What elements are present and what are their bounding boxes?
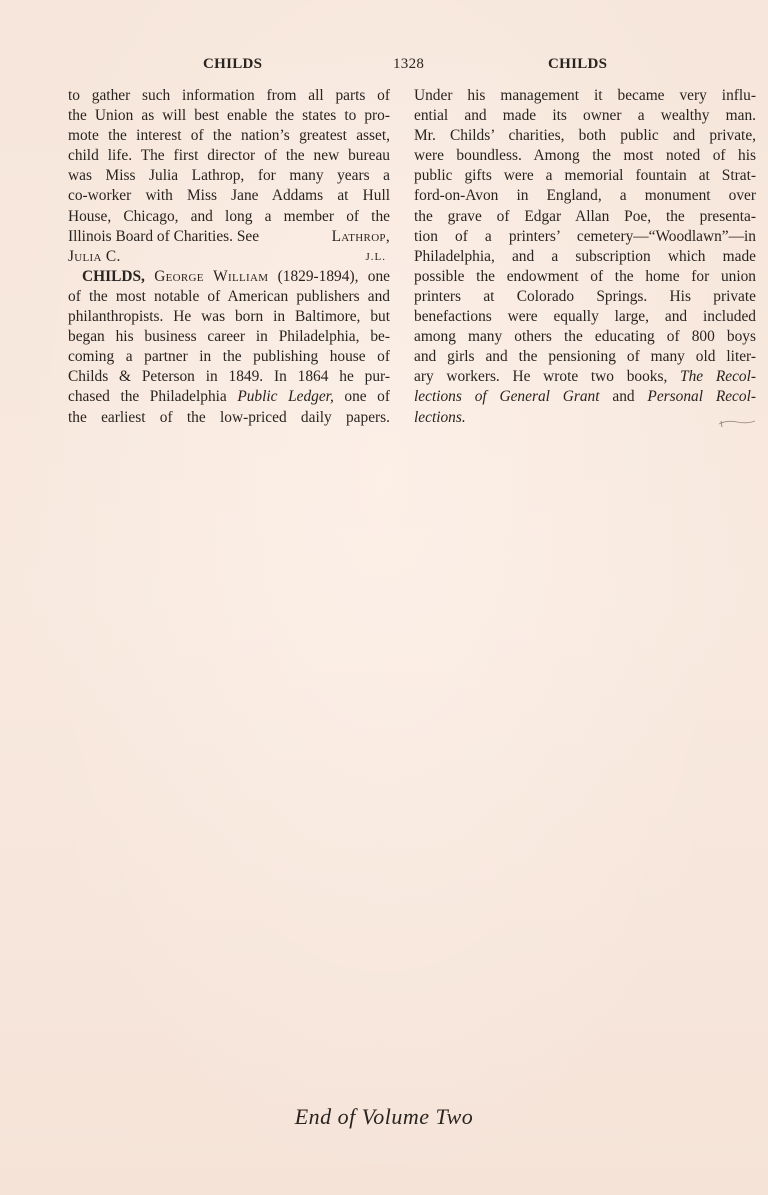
cross-reference-name: Julia C. — [68, 247, 121, 265]
right-column — [414, 86, 756, 428]
italic-title: lections. — [414, 408, 466, 426]
text-line: the Union as will best enable the states to pro- — [68, 107, 390, 125]
entry-heading-line — [68, 267, 390, 287]
text-line: coming a partner in the publishing house of — [68, 348, 390, 366]
text-fragment: chased the Philadelphia — [68, 388, 227, 406]
end-of-volume: End of Volume Two — [294, 1104, 474, 1129]
cross-reference: Lathrop, — [331, 227, 390, 245]
text-line: Under his management it became very influ- — [414, 87, 756, 104]
italic-title: The Recol- — [680, 368, 757, 386]
italic-title: Public Ledger, — [237, 388, 334, 406]
text-line — [414, 408, 756, 428]
text-line: printers at Colorado Springs. His private — [414, 287, 756, 305]
italic-title: Personal Recol- — [647, 388, 756, 406]
text-line: House, Chicago, and long a member of the — [68, 207, 390, 225]
text-line: co-worker with Miss Jane Addams at Hull — [68, 187, 390, 205]
left-column — [68, 86, 390, 428]
text-line: to gather such information from all parts of — [68, 87, 390, 104]
text-fragment: Illinois Board of Charities. See — [68, 227, 260, 245]
text-line: Philadelphia, and a subscription which made — [414, 247, 756, 265]
text-line — [68, 247, 390, 267]
entry-headword: CHILDS, — [82, 267, 145, 285]
entry-dates: (1829-1894), one — [277, 267, 390, 285]
text-line: Childs & Peterson in 1849. In 1864 he pur- — [68, 368, 390, 386]
text-fragment: one of — [344, 388, 390, 406]
text-line — [68, 387, 390, 407]
text-line: and girls and the pensioning of many old liter- — [414, 348, 756, 366]
running-head-right: CHILDS — [548, 56, 608, 72]
text-fragment: ary workers. He wrote two books, — [414, 368, 668, 386]
page-number: 1328 — [393, 56, 425, 72]
text-line: ential and made its owner a wealthy man. — [414, 107, 756, 125]
text-line — [414, 367, 756, 387]
text-line: the earliest of the low-priced daily papers. — [68, 408, 390, 426]
text-fragment: and — [612, 388, 635, 406]
text-line: of the most notable of American publishers and — [68, 287, 390, 305]
text-line: philanthropists. He was born in Baltimore, but — [68, 308, 390, 326]
running-head-left: CHILDS — [203, 56, 263, 72]
text-line: began his business career in Philadelphia, be- — [68, 328, 390, 346]
text-line: tion of a printers’ cemetery—“Woodlawn”—in — [414, 227, 756, 245]
text-line: among many others the educating of 800 boys — [414, 328, 756, 346]
italic-title: lections of General Grant — [414, 388, 600, 406]
text-line: possible the endowment of the home for union — [414, 267, 756, 285]
entry-name: George William — [154, 267, 269, 285]
text-line: was Miss Julia Lathrop, for many years a — [68, 167, 390, 185]
text-line — [414, 387, 756, 407]
text-line: benefactions were equally large, and included — [414, 308, 756, 326]
text-line: were boundless. Among the most noted of his — [414, 147, 756, 165]
text-line — [68, 227, 390, 247]
text-line: public gifts were a memorial fountain at Strat- — [414, 167, 756, 185]
running-head — [68, 56, 693, 78]
text-line: mote the interest of the nation’s greatest asset, — [68, 127, 390, 145]
text-line: child life. The first director of the new bureau — [68, 147, 390, 165]
author-initials: J.L. — [365, 250, 386, 263]
text-line: ford-on-Avon in England, a monument over — [414, 187, 756, 205]
ink-mark — [717, 418, 757, 430]
text-line: the grave of Edgar Allan Poe, the presenta- — [414, 207, 756, 225]
text-line: Mr. Childs’ charities, both public and private, — [414, 127, 756, 145]
